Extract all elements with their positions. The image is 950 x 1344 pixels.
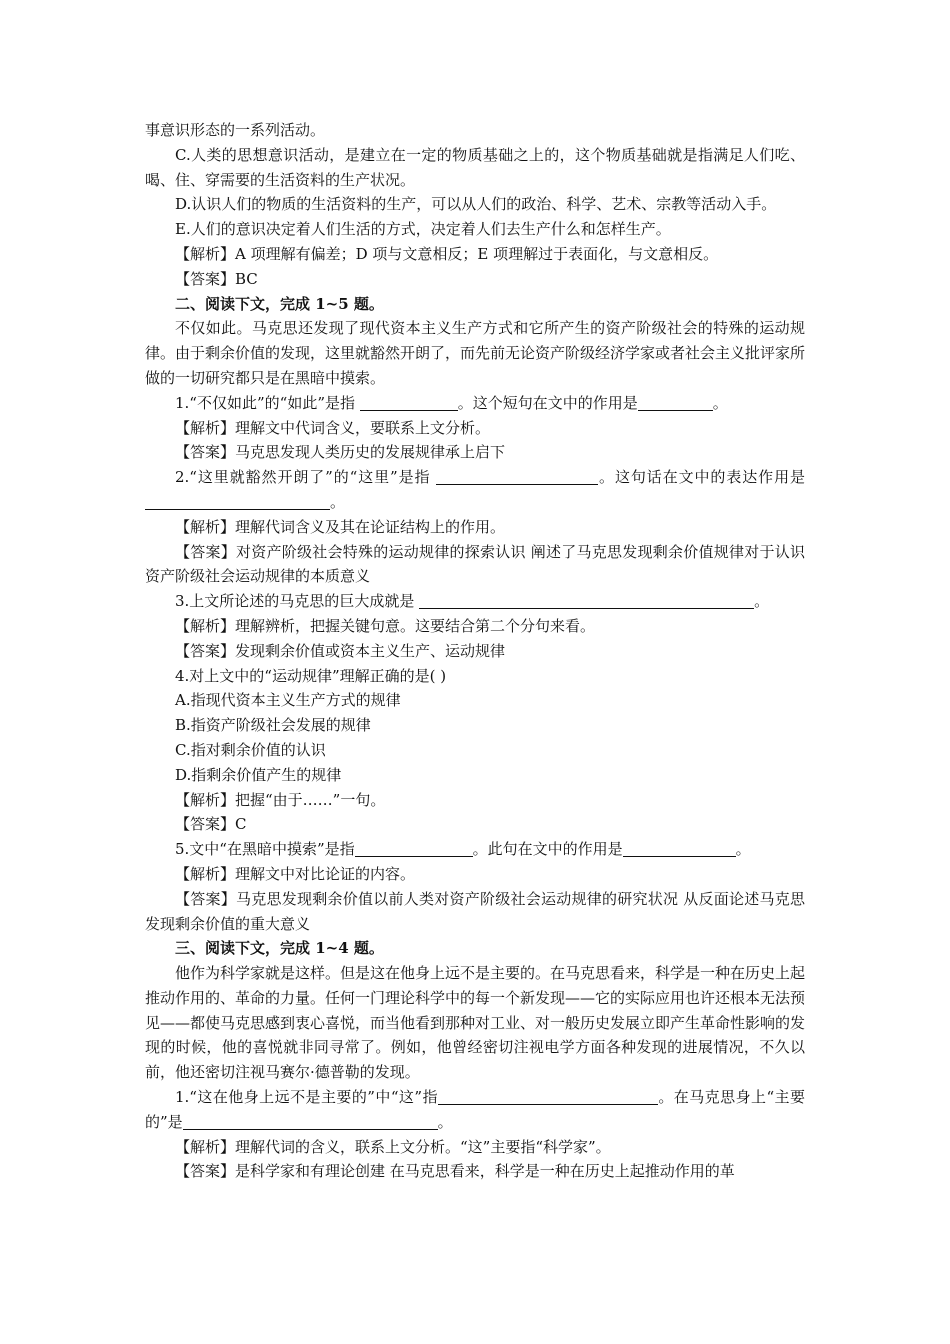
analysis: 【解析】理解代词含义及其在论证结构上的作用。 [175, 517, 506, 536]
question-text: 5.文中“在黑暗中摸索”是指 [175, 840, 355, 859]
text-line: 事意识形态的一系列活动。 [145, 121, 326, 139]
answer: 【答案】BC [175, 269, 258, 288]
question-1 [145, 391, 805, 416]
question-text: 。 [754, 592, 770, 611]
question-text: 。 [735, 840, 751, 859]
analysis: 【解析】把握“由于……”一句。 [175, 790, 386, 809]
answer: 【答案】对资产阶级社会特殊的运动规律的探索认识 阐述了马克思发现剩余价值规律对于认识资产阶级社会运动规律的本质意义 [145, 542, 805, 586]
analysis: 【解析】A 项理解有偏差；D 项与文意相反；E 项理解过于表面化，与文意相反。 [175, 244, 719, 263]
analysis: 【解析】理解代词的含义，联系上文分析。“这”主要指“科学家”。 [175, 1137, 611, 1156]
answer: 【答案】马克思发现人类历史的发展规律承上启下 [175, 443, 506, 462]
choice-a: A.指现代资本主义生产方式的规律 [175, 691, 401, 710]
choice-b: B.指资产阶级社会发展的规律 [175, 716, 371, 735]
option-c: C.人类的思想意识活动，是建立在一定的物质基础之上的，这个物质基础就是指满足人们吃、喝、住、穿需要的生活资料的生产状况。 [145, 145, 805, 189]
question-text: 。在马克思身上“主要的”是 [145, 1088, 805, 1131]
option-d: D.认识人们的物质的生活资料的生产，可以从人们的政治、科学、艺术、宗教等活动入手。 [175, 195, 777, 214]
question-text: 3.上文所论述的马克思的巨大成就是 [175, 592, 420, 611]
choice-c: C.指对剩余价值的认识 [175, 740, 326, 759]
question-3 [145, 589, 805, 614]
answer-blank[interactable] [438, 1088, 658, 1105]
document-page [145, 118, 805, 1184]
answer-blank[interactable] [419, 592, 754, 609]
question-text: 。 [330, 492, 346, 511]
question-text: 2.“这里就豁然开朗了”的“这里”是指 [175, 468, 437, 487]
answer-blank[interactable] [183, 1113, 438, 1130]
answer: 【答案】是科学家和有理论创建 在马克思看来，科学是一种在历史上起推动作用的革 [175, 1162, 735, 1181]
answer-blank[interactable] [638, 394, 713, 411]
answer-blank[interactable] [355, 840, 473, 857]
question-4: 4.对上文中的“运动规律”理解正确的是( ) [175, 666, 447, 685]
answer-blank[interactable] [145, 493, 330, 510]
question-text: 。 [437, 1112, 453, 1131]
option-e: E.人们的意识决定着人们生活的方式，决定着人们去生产什么和怎样生产。 [175, 220, 671, 239]
reading-passage-3: 他作为科学家就是这样。但是这在他身上远不是主要的。在马克思看来，科学是一种在历史上起推动作用的、革命的力量。任何一门理论科学中的每一个新发现——它的实际应用也许还根本无法预见——都使马克思感到衷心喜悦，而当他看到那种对工业、对一般历史发展立即产生革命性影响的发现的时候，他的喜悦就非同寻常了。例如，他曾经密切注视电学方面各种发现的进展情况，不久以前，他还密切注视马赛尔·德普勒的发现。 [145, 964, 806, 1082]
answer: 【答案】马克思发现剩余价值以前人类对资产阶级社会运动规律的研究状况 从反面论述马克思发现剩余价值的重大意义 [145, 889, 805, 933]
question-text: 1.“不仅如此”的“如此”是指 [175, 393, 360, 412]
choice-d: D.指剩余价值产生的规律 [175, 765, 342, 784]
question-text: 1.“这在他身上远不是主要的”中“这”指 [175, 1088, 438, 1107]
question-1 [145, 1085, 805, 1135]
answer-blank[interactable] [360, 394, 458, 411]
analysis: 【解析】理解文中代词含义，要联系上文分析。 [175, 418, 491, 437]
question-2 [145, 465, 805, 515]
question-text: 。这个短句在文中的作用是 [457, 393, 638, 412]
reading-passage-2: 不仅如此。马克思还发现了现代资本主义生产方式和它所产生的资产阶级社会的特殊的运动规律。由于剩余价值的发现，这里就豁然开朗了，而先前无论资产阶级经济学家或者社会主义批评家所做的一切研究都只是在黑暗中摸索。 [145, 319, 806, 387]
answer: 【答案】C [175, 815, 247, 834]
answer: 【答案】发现剩余价值或资本主义生产、运动规律 [175, 641, 506, 660]
section-heading-3: 三、阅读下文，完成 1~4 题。 [175, 939, 384, 958]
question-5 [145, 837, 805, 862]
answer-blank[interactable] [436, 468, 598, 485]
answer-blank[interactable] [623, 840, 736, 857]
question-text: 。此句在文中的作用是 [472, 840, 623, 859]
question-text: 。 [712, 393, 728, 412]
question-text: 。这句话在文中的表达作用是 [598, 468, 805, 487]
analysis: 【解析】理解文中对比论证的内容。 [175, 864, 416, 883]
section-heading-2: 二、阅读下文，完成 1~5 题。 [175, 294, 384, 313]
analysis: 【解析】理解辨析，把握关键句意。这要结合第二个分句来看。 [175, 616, 596, 635]
